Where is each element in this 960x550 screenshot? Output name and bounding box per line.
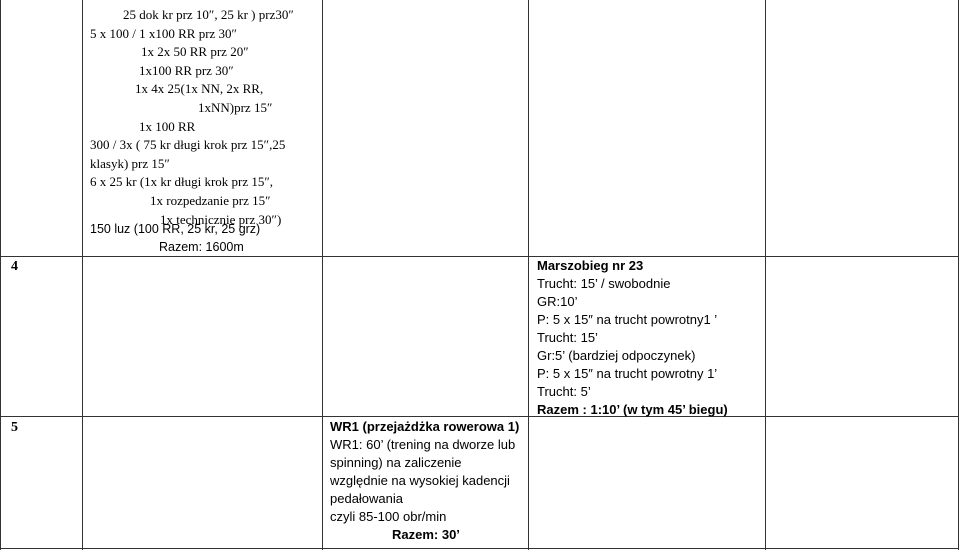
row4-line: Trucht: 15’ xyxy=(537,330,598,345)
row5-line: spinning) na zaliczenie xyxy=(330,455,462,470)
row3-line: 300 / 3x ( 75 kr długi krok prz 15″,25 xyxy=(90,137,286,153)
table-column-divider xyxy=(82,0,83,550)
row4-total: Razem : 1:10’ (w tym 45’ biegu) xyxy=(537,402,728,417)
row3-line: klasyk) prz 15″ xyxy=(90,155,170,171)
row3-line: 5 x 100 / 1 x100 RR prz 30″ xyxy=(90,25,237,41)
row5-line: czyli 85-100 obr/min xyxy=(330,509,447,524)
row3-total: Razem: 1600m xyxy=(159,240,244,254)
table-border-left xyxy=(0,0,1,550)
row-number: 5 xyxy=(11,420,18,435)
row4-title: Marszobieg nr 23 xyxy=(537,258,644,273)
table-column-divider xyxy=(322,0,323,550)
row3-line: 1x100 RR prz 30″ xyxy=(139,62,234,78)
row3-line: 1x rozpedzanie prz 15″ xyxy=(150,193,271,208)
table-column-divider xyxy=(765,0,766,550)
row3-line: 1x 4x 25(1x NN, 2x RR, xyxy=(135,81,264,97)
row5-line: WR1: 60’ (trening na dworze lub xyxy=(330,437,516,452)
table-border-bottom xyxy=(0,548,959,549)
row4-line: P: 5 x 15″ na trucht powrotny1 ’ xyxy=(537,312,718,327)
row5-line: pedałowania xyxy=(330,491,404,506)
row3-line: 1x 2x 50 RR prz 20″ xyxy=(141,44,249,60)
row5-line: względnie na wysokiej kadencji xyxy=(330,473,510,488)
table-row-divider xyxy=(0,256,959,257)
row4-line: P: 5 x 15″ na trucht powrotny 1’ xyxy=(537,366,718,381)
row3-line: 1x technicznie prz 30″) xyxy=(160,211,282,227)
row4-line: Trucht: 15’ / swobodnie xyxy=(537,276,671,291)
table-border-right xyxy=(958,0,959,550)
row3-line: 150 luz (100 RR, 25 kr, 25 grz) xyxy=(90,222,261,236)
row4-line: Gr:5’ (bardziej odpoczynek) xyxy=(537,348,696,363)
row5-total: Razem: 30’ xyxy=(392,527,460,542)
row3-line: 1x 100 RR xyxy=(139,118,196,134)
row3-line: 25 dok kr prz 10″, 25 kr ) prz30″ xyxy=(123,7,294,22)
row3-line: 1xNN)prz 15″ xyxy=(198,100,273,115)
table-column-divider xyxy=(528,0,529,550)
row4-line: GR:10’ xyxy=(537,294,578,309)
row4-line: Trucht: 5’ xyxy=(537,384,591,399)
row5-title: WR1 (przejażdżka rowerowa 1) xyxy=(330,419,520,434)
row3-line: 6 x 25 kr (1x kr długi krok prz 15″, xyxy=(90,174,274,190)
row-number: 4 xyxy=(11,259,18,274)
table-row-divider xyxy=(0,416,959,417)
